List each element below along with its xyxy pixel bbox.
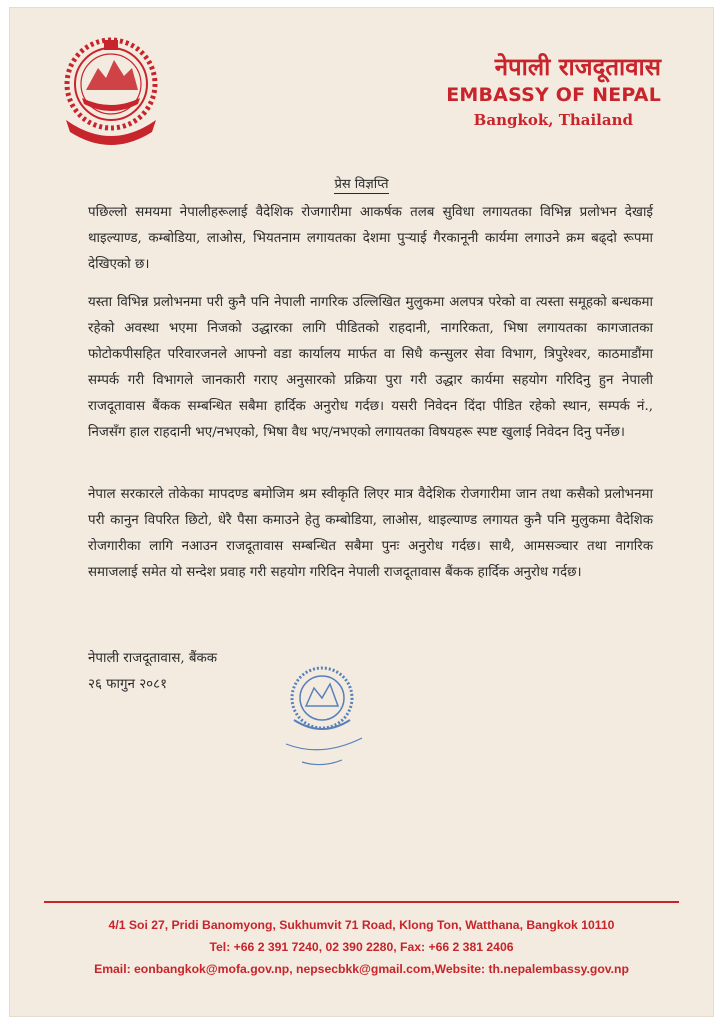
document-date: २६ फागुन २०८१ <box>88 677 168 692</box>
paragraph-2: यस्ता विभिन्न प्रलोभनमा परी कुनै पनि नेपाली नागरिक उल्लिखित मुलुकमा अलपत्र परेको वा त्यस्ता समूहको बन्धकमा रहेको अवस्था भएमा निजको उद्धारका लागि पीडितको राहदानी, नागरिकता, भिषा लगायतका कागजातका फोटोकपीसहित परिवारजनले आफ्नो वडा कार्यालय मार्फत वा सिधै कन्सुलर सेवा विभाग, त्रिपुरेश्वर, काठमाडौंमा सम्पर्क गरी विभागले जानकारी गराए अनुसारको प्रक्रिया पुरा गरी उद्धार कार्यमा सहयोग गरिदिनु हुन नेपाली राजदूतावास बैंकक सम्बन्धित सबैमा हार्दिक अनुरोध गर्दछ। यसरी निवेदन दिंदा पीडित रहेको स्थान, सम्पर्क नं., निजसँग हाल राहदानी भए/नभएको, भिषा वैध भए/नभएको लगायतका विषयहरू स्पष्ट खुलाई निवेदन दिनु पर्नेछ। <box>88 295 653 440</box>
footer-phone: Tel: +66 2 391 7240, 02 390 2280, Fax: +66 2 381 2406 <box>209 940 514 954</box>
signature-block <box>88 646 217 698</box>
footer-email: Email: eonbangkok@mofa.gov.np, nepsecbkk@gmail.com,Website: th.nepalembassy.gov.np <box>94 962 629 976</box>
paragraph-3: नेपाल सरकारले तोकेका मापदण्ड बमोजिम श्रम स्वीकृति लिएर मात्र वैदेशिक रोजगारीमा जान तथा कसैको प्रलोभनमा परी कानुन विपरित छिटो, धेरै पैसा कमाउने हेतु कम्बोडिया, लाओस, थाइल्याण्ड लगायत कुनै पनि मुलुकमा वैदेशिक रोजगारीका लागि नआउन राजदूतावास सम्बन्धित सबैमा पुनः अनुरोध गर्दछ। साथै, आमसञ्चार तथा नागरिक समाजलाई समेत यो सन्देश प्रवाह गरी सहयोग गरिदिन नेपाली राजदूतावास बैंकक हार्दिक अनुरोध गर्दछ। <box>88 487 653 580</box>
signoff-text: नेपाली राजदूतावास, बैंकक <box>88 651 218 666</box>
embassy-seal-stamp-icon <box>272 658 372 778</box>
embassy-name-english: EMBASSY OF NEPAL <box>446 84 661 106</box>
embassy-name-nepali: नेपाली राजदूतावास <box>494 53 661 81</box>
embassy-location: Bangkok, Thailand <box>473 111 633 129</box>
letter-page <box>10 8 713 1016</box>
letterhead <box>446 52 661 132</box>
document-subject <box>10 174 713 192</box>
footer-divider <box>44 901 679 903</box>
paragraph-1: पछिल्लो समयमा नेपालीहरूलाई वैदेशिक रोजगारीमा आकर्षक तलब सुविधा लगायतका विभिन्न प्रलोभन देखाई थाइल्याण्ड, कम्बोडिया, लाओस, भियतनाम लगायतका देशमा पुऱ्याई गैरकानूनी कार्यमा लगाउने क्रम बढ्दो रूपमा देखिएको छ। <box>88 205 653 272</box>
subject-text: प्रेस विज्ञप्ति <box>334 177 389 192</box>
nepal-coat-of-arms-icon <box>52 28 170 146</box>
footer-address: 4/1 Soi 27, Pridi Banomyong, Sukhumvit 71 Road, Klong Ton, Watthana, Bangkok 10110 <box>108 918 615 932</box>
